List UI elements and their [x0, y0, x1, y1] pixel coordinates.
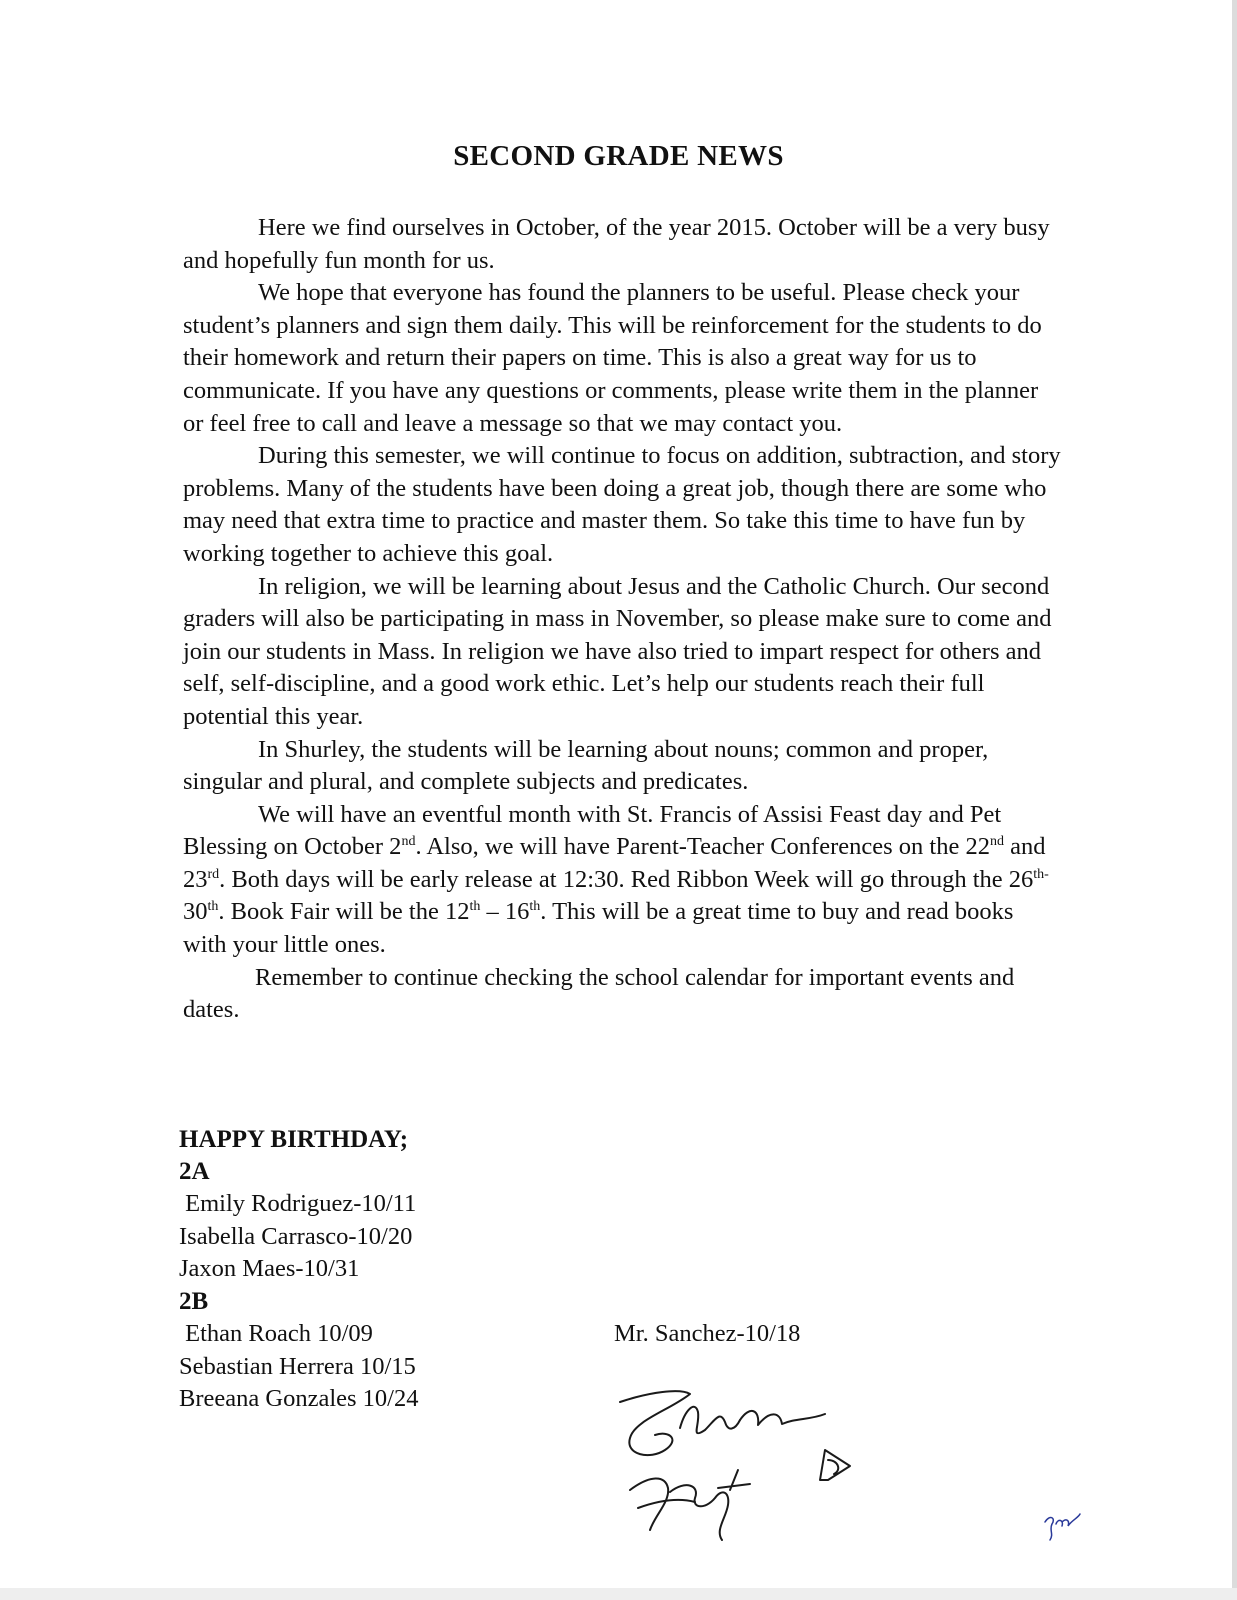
teacher-birthday: Mr. Sanchez-10/18	[614, 1320, 801, 1347]
paragraph-intro: Here we find ourselves in October, of the year 2015. October will be a very busy and hopefully fun month for us.	[183, 214, 1050, 274]
birthday-entry: Sebastian Herrera 10/15	[179, 1352, 416, 1380]
page-edge	[1232, 0, 1237, 1600]
class-2b-birthdays	[179, 1318, 418, 1416]
paragraph-religion: In religion, we will be learning about Jesus and the Catholic Church. Our second graders will also be participating in mass in November, so please make sure to come and join our students in Mass. In religion we have also tried to impart respect for others and self, self-discipline, and a good work ethic. Let’s help our students reach their full potential this year.	[183, 572, 1052, 730]
paragraph-math: During this semester, we will continue to focus on addition, subtraction, and story problems. Many of the students have been doing a great job, though there are some who may need that extra time to practice and master them. So take this time to have fun by working together to achieve this goal.	[183, 442, 1061, 567]
page-bottom-edge	[0, 1588, 1237, 1600]
class-2a-birthdays	[179, 1188, 416, 1286]
handwritten-initials	[1040, 1508, 1090, 1548]
birthday-entry: Breeana Gonzales 10/24	[179, 1385, 419, 1413]
page-title: SECOND GRADE NEWS	[453, 140, 784, 172]
birthday-entry: Emily Rodriguez-10/11	[179, 1190, 417, 1217]
birthday-entry: Jaxon Maes-10/31	[179, 1255, 360, 1283]
paragraph-planners: We hope that everyone has found the planners to be useful. Please check your student’s planners and sign them daily. This will be reinforcement for the students to do their homework and return their papers on time. This is also a great way for us to communicate. If you have any questions or comments, please write them in the planner or feel free to call and leave a message so that we may contact you.	[183, 279, 1042, 437]
class-2b-heading: 2B	[179, 1288, 209, 1315]
handwritten-signature	[610, 1380, 910, 1550]
paragraph-closing: Remember to continue checking the school calendar for important events and dates.	[183, 963, 1015, 1024]
paragraph-events: We will have an eventful month with St. Francis of Assisi Feast day and Pet Blessing on October 2nd. Also, we will have Parent-Teacher Conferences on the 22nd and 23rd. Both days will be early release at 12:30. Red Ribbon Week will go through the $26^{th-}$ 30th. Book Fair will be the 12th – 16th. This will be a great time to buy and read books with your little ones.	[183, 800, 1049, 959]
birthday-heading: HAPPY BIRTHDAY;	[179, 1126, 409, 1153]
birthday-entry: Isabella Carrasco-10/20	[179, 1222, 413, 1250]
newsletter-body	[183, 212, 1063, 1027]
paragraph-shurley: In Shurley, the students will be learning about nouns; common and proper, singular and plural, and complete subjects and predicates.	[183, 735, 989, 796]
class-2a-heading: 2A	[179, 1158, 210, 1185]
birthday-entry: Ethan Roach 10/09	[179, 1320, 373, 1347]
